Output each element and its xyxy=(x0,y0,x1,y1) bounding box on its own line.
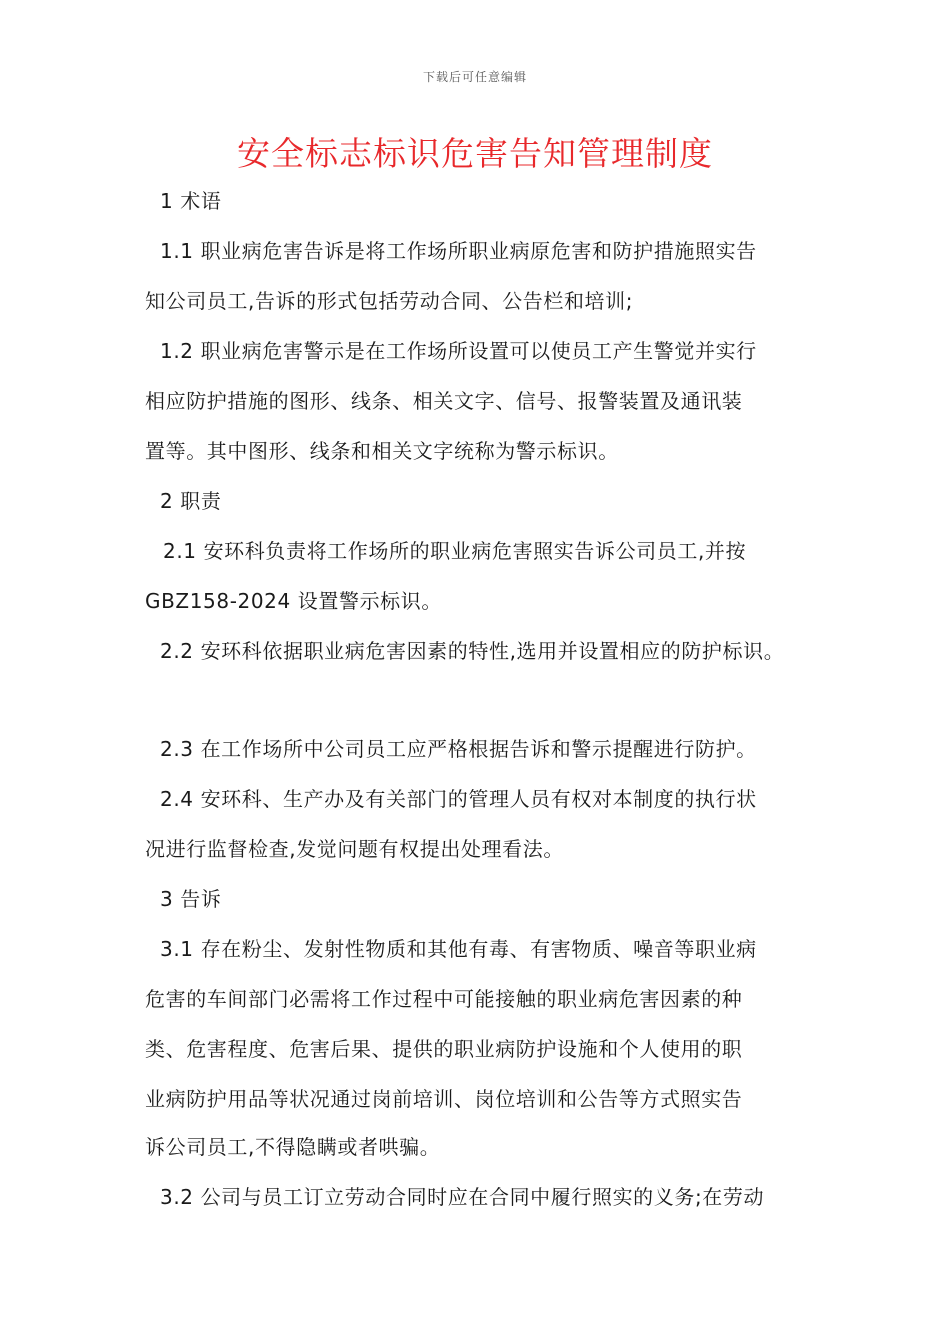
paragraph-line: 3.2 公司与员工订立劳动合同时应在合同中履行照实的义务;在劳动 xyxy=(160,1185,765,1209)
section-heading: 3 告诉 xyxy=(160,887,222,911)
paragraph-line: 2.3 在工作场所中公司员工应严格根据告诉和警示提醒进行防护。 xyxy=(160,737,757,761)
paragraph-line: 1.2 职业病危害警示是在工作场所设置可以使员工产生警觉并实行 xyxy=(160,339,757,363)
paragraph-line: 诉公司员工,不得隐瞒或者哄骗。 xyxy=(145,1135,441,1159)
paragraph-line: 2.2 安环科依据职业病危害因素的特性,选用并设置相应的防护标识。 xyxy=(160,639,785,663)
document-title: 安全标志标识危害告知管理制度 xyxy=(237,134,713,173)
paragraph-line: 况进行监督检查,发觉问题有权提出处理看法。 xyxy=(145,837,564,861)
paragraph-line: 业病防护用品等状况通过岗前培训、岗位培训和公告等方式照实告 xyxy=(145,1087,743,1111)
paragraph-line: 3.1 存在粉尘、发射性物质和其他有毒、有害物质、噪音等职业病 xyxy=(160,937,757,961)
paragraph-line: 危害的车间部门必需将工作过程中可能接触的职业病危害因素的种 xyxy=(145,987,743,1011)
paragraph-line: 2.1 安环科负责将工作场所的职业病危害照实告诉公司员工,并按 xyxy=(163,539,747,563)
paragraph-line: 置等。其中图形、线条和相关文字统称为警示标识。 xyxy=(145,439,619,463)
paragraph-line: 知公司员工,告诉的形式包括劳动合同、公告栏和培训; xyxy=(145,289,634,313)
paragraph-line: 相应防护措施的图形、线条、相关文字、信号、报警装置及通讯装 xyxy=(145,389,743,413)
section-heading: 2 职责 xyxy=(160,489,222,513)
section-heading: 1 术语 xyxy=(160,189,222,213)
paragraph-line: 2.4 安环科、生产办及有关部门的管理人员有权对本制度的执行状 xyxy=(160,787,757,811)
header-note: 下载后可任意编辑 xyxy=(422,70,527,84)
paragraph-line: GBZ158-2024 设置警示标识。 xyxy=(145,589,442,613)
paragraph-line: 类、危害程度、危害后果、提供的职业病防护设施和个人使用的职 xyxy=(145,1037,743,1061)
paragraph-line: 1.1 职业病危害告诉是将工作场所职业病原危害和防护措施照实告 xyxy=(160,239,757,263)
